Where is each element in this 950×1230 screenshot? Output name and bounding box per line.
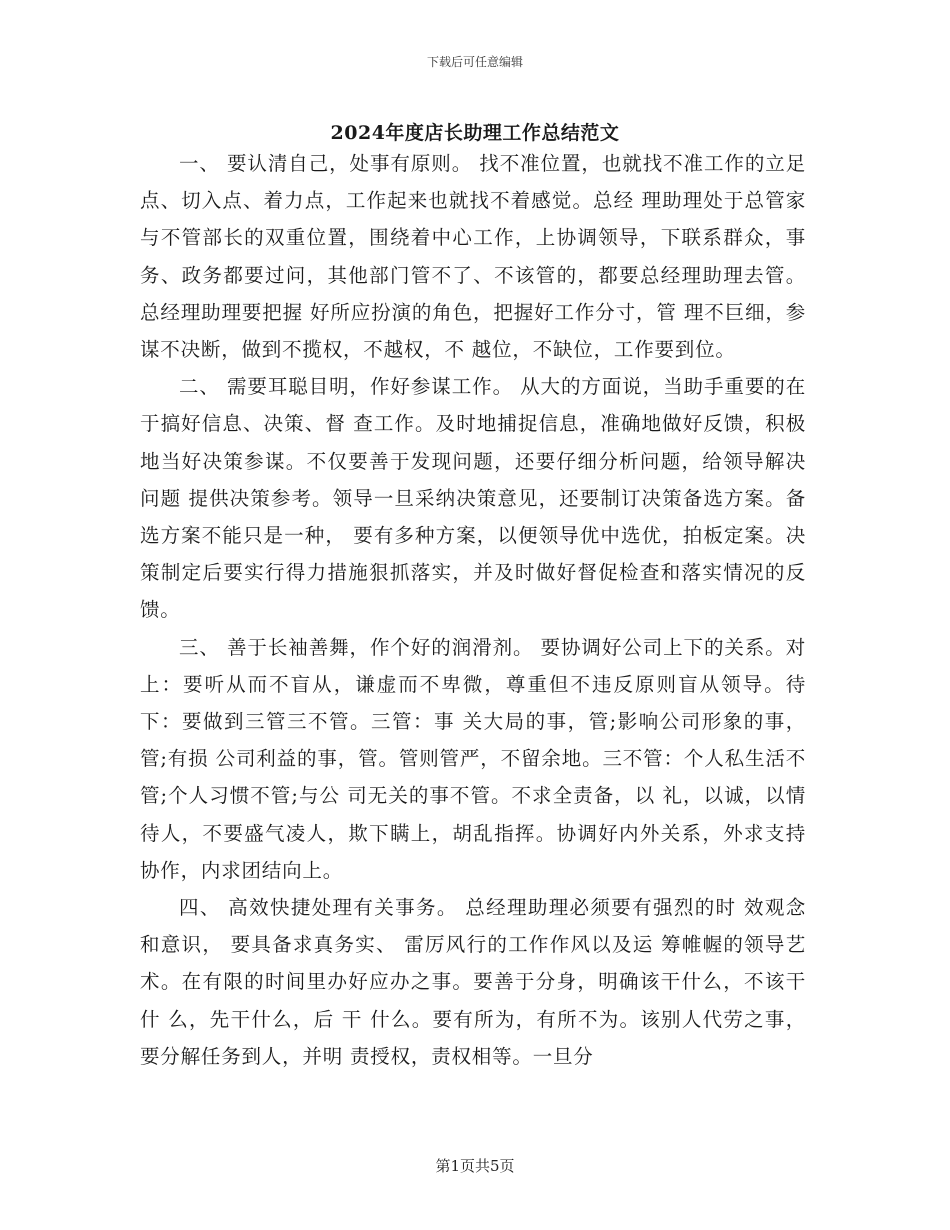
paragraph-3: 三、 善于长袖善舞，作个好的润滑剂。 要协调好公司上下的关系。对上：要听从而不盲从，谦虚而不卑微，尊重但不违反原则盲从领导。待下：要做到三管三不管。三管：事 关大局的事，管;影响公司形象的事，管;有损 公司利益的事，管。管则管严，不留余地。三不管：个人私生活不管;个人习惯不管;与公 司无关的事不管。不求全责备，以 礼，以诚，以情待人，不要盛气凌人，欺下瞒上，胡乱指挥。协调好内外关系，外求支持协作，内求团结向上。	[140, 635, 806, 882]
page-header-note: 下载后可任意编辑	[426, 55, 523, 69]
paragraph-4: 四、 高效快捷处理有关事务。 总经理助理必须要有强烈的时 效观念和意识， 要具备求真务实、 雷厉风行的工作作风以及运 筹帷幄的领导艺术。在有限的时间里办好应办之事。要善于分身，明确该干什么，不该干什 么，先干什么，后 干 什么。要有所为，有所不为。该别人代劳之事，要分解任务到人，并明 责授权，责权相等。一旦分	[140, 896, 806, 1068]
paragraph-1: 一、 要认清自己，处事有原则。 找不准位置，也就找不准工作的立足点、切入点、着力点，工作起来也就找不着感觉。总经 理助理处于总管家与不管部长的双重位置，围绕着中心工作，上协调领导，下联系群众，事 务、政务都要过问，其他部门管不了、不该管的，都要总经理助理去管。总经理助理要把握 好所应扮演的角色，把握好工作分寸，管 理不巨细，参谋不决断，做到不揽权，不越权，不 越位，不缺位，工作要到位。	[140, 152, 806, 362]
document-body	[140, 145, 806, 1075]
page-number: 第1页共5页	[435, 1157, 515, 1175]
paragraph-2: 二、 需要耳聪目明，作好参谋工作。 从大的方面说，当助手重要的在于搞好信息、决策、督 查工作。及时地捕捉信息，准确地做好反馈，积极地当好决策参谋。不仅要善于发现问题，还要仔细分析问题，给领导解决问题 提供决策参考。领导一旦采纳决策意见，还要制订决策备选方案。备选方案不能只是一种， 要有多种方案，以便领导优中选优，拍板定案。决策制定后要实行得力措施狠抓落实，并及时做好督促检查和落实情况的反馈。	[140, 375, 806, 622]
document-title: 2024年度店长助理工作总结范文	[330, 122, 620, 144]
